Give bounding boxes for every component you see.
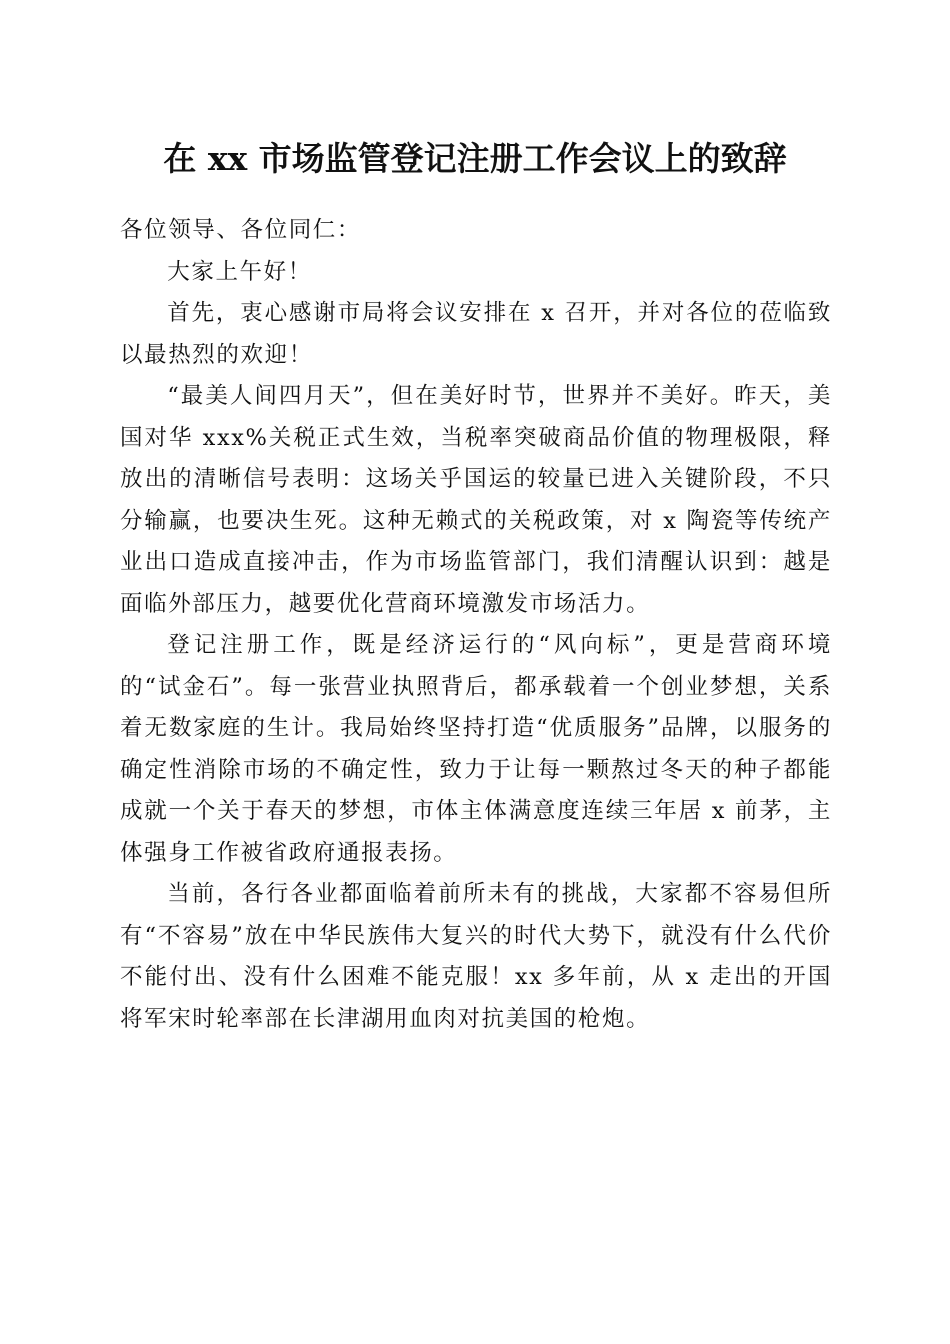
document-body <box>120 210 832 1040</box>
paragraph-welcome: 首先，衷心感谢市局将会议安排在 x 召开，并对各位的莅临致以最热烈的欢迎！ <box>120 300 832 368</box>
salutation: 各位领导、各位同仁： <box>120 217 362 243</box>
paragraph-greeting: 大家上午好！ <box>167 258 312 285</box>
document-title: 在 xx 市场监管登记注册工作会议上的致辞 <box>163 139 787 178</box>
paragraph-registration: 登记注册工作，既是经济运行的“风向标”，更是营商环境的“试金石”。每一张营业执照背后，都承载着一个创业梦想，关系着无数家庭的生计。我局始终坚持打造“优质服务”品牌，以服务的确定性消除市场的不确定性，致力于让每一颗熬过冬天的种子都能成就一个关于春天的梦想，市体主体满意度连续三年居 x 前茅，主体强身工作被省政府通报表扬。 <box>120 632 832 866</box>
paragraph-tariff: “最美人间四月天”，但在美好时节，世界并不美好。昨天，美国对华 xxx%关税正式生效，当税率突破商品价值的物理极限，释放出的清晰信号表明：这场关乎国运的较量已进入关键阶段，不只分输赢，也要决生死。这种无赖式的关税政策，对 x 陶瓷等传统产业出口造成直接冲击，作为市场监管部门，我们清醒认识到：越是面临外部压力，越要优化营商环境激发市场活力。 <box>120 383 832 617</box>
paragraph-challenges: 当前，各行各业都面临着前所未有的挑战，大家都不容易但所有“不容易”放在中华民族伟大复兴的时代大势下，就没有什么代价不能付出、没有什么困难不能克服！xx 多年前，从 x 走出的开国将军宋时轮率部在长津湖用血肉对抗美国的枪炮。 <box>120 881 832 1032</box>
